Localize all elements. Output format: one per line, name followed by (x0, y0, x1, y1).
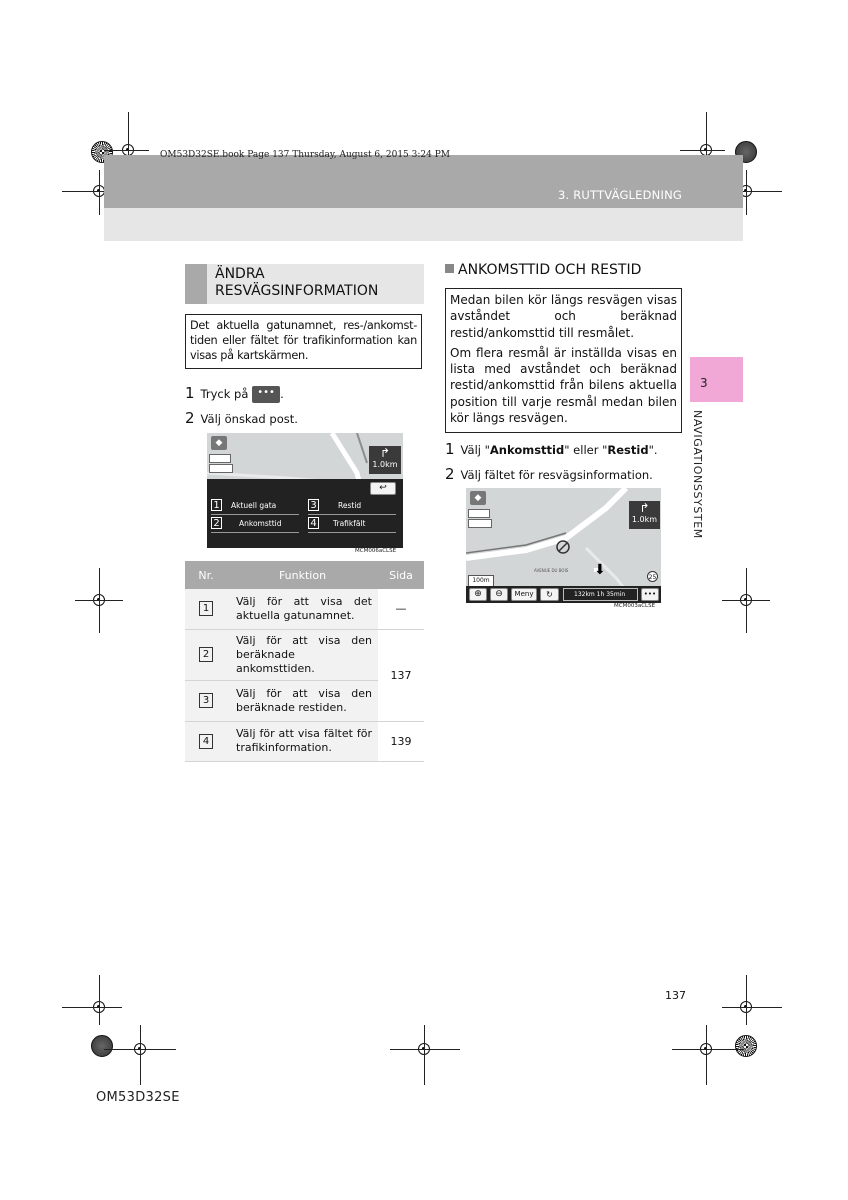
step-number: 1 (445, 440, 455, 458)
section-title: ÄNDRA RESVÄGSINFORMATION (215, 266, 379, 299)
row-sida: — (378, 589, 424, 629)
option-label: Ankomsttid (239, 519, 282, 528)
poi-icon[interactable] (468, 519, 492, 528)
crop-line (140, 1025, 141, 1085)
compass-icon[interactable]: ◆ (211, 436, 227, 450)
step-1-right (445, 440, 658, 458)
intro-box: Det aktuella gatunamnet, res-/ankomst-tiden eller fältet för trafikinformation kan visas på kartskärmen. (185, 314, 422, 369)
map-layer-icon[interactable] (468, 509, 490, 518)
row-funktion: Välj för att visa den beräknade restiden. (227, 680, 378, 721)
option-trafikfalt[interactable] (308, 516, 396, 533)
heading-bar (185, 264, 207, 304)
back-icon[interactable]: ↩ (370, 482, 396, 495)
section-heading-change-route-info (185, 264, 424, 304)
crop-line (746, 975, 747, 1025)
crop-line (390, 1049, 460, 1050)
crop-line (99, 975, 100, 1025)
compass-icon[interactable]: ◆ (470, 491, 486, 505)
more-button-icon: ••• (252, 386, 280, 403)
image-code: MCM006aCLSE (355, 548, 397, 554)
col-header-sida: Sida (378, 561, 424, 589)
page-number: 137 (665, 989, 686, 1002)
crop-line (680, 150, 725, 151)
registration-dot-mark (91, 1035, 113, 1057)
option-aktuell-gata[interactable] (211, 498, 299, 515)
crop-line (746, 170, 747, 215)
row-number-box: 2 (199, 647, 213, 662)
crop-line (424, 1025, 425, 1085)
chapter-side-label (691, 410, 717, 550)
step-text: Välj fältet för resvägsinformation. (460, 468, 653, 482)
option-ankomsttid[interactable] (211, 516, 299, 533)
row-nr (185, 629, 227, 680)
step-suffix: . (280, 387, 284, 401)
crop-line (746, 568, 747, 633)
turn-arrow-icon: ↱ (379, 446, 391, 460)
row-nr (185, 680, 227, 721)
info-paragraph: Om flera resmål är inställda visas en lista med avståndet och beräknad restid/ankomsttid från bilens aktuella position till varje resmål medan bilen kör längs resvägen. (450, 345, 677, 426)
option-number: 1 (211, 499, 222, 511)
info-paragraph: Medan bilen kör längs resvägen visas avståndet och beräknad restid/ankomsttid till resmålet. (450, 293, 677, 340)
turn-guidance-panel (369, 446, 401, 474)
more-options-button[interactable]: ••• (641, 588, 659, 601)
table-row (185, 589, 424, 629)
option-number: 3 (308, 499, 319, 511)
section-title: ANKOMSTTID OCH RESTID (458, 262, 642, 278)
row-number-box: 1 (199, 601, 213, 616)
option-label: Restid (338, 501, 362, 510)
row-number-box: 3 (199, 693, 213, 708)
option-ankomsttid-text: Ankomsttid (489, 443, 565, 457)
turn-arrow-icon: ↱ (639, 501, 650, 515)
step-number: 2 (445, 465, 455, 483)
zoom-out-icon[interactable]: ⊖ (490, 588, 508, 601)
turn-guidance-panel (629, 501, 660, 529)
crop-line (706, 1025, 707, 1085)
document-code: OM53D32SE (96, 1090, 180, 1105)
option-restid-text: Restid (607, 443, 649, 457)
chapter-side-tab (690, 357, 743, 402)
street-label: AVENUE DU BOIS (534, 568, 569, 573)
step-2 (185, 409, 298, 427)
col-header-funktion: Funktion (227, 561, 378, 589)
crop-line (62, 1007, 122, 1008)
print-info: OM53D32SE.book Page 137 Thursday, August 6, 2015 3:24 PM (160, 150, 450, 160)
row-nr (185, 721, 227, 761)
distance-label: 1.0km (631, 515, 658, 524)
crop-line (99, 568, 100, 633)
chapter-number: 3 (700, 376, 708, 390)
step-text: ". (648, 443, 658, 457)
crop-line (99, 170, 100, 215)
map-layer-icon[interactable] (209, 454, 231, 463)
crop-line (672, 1049, 744, 1050)
poi-icon[interactable] (209, 464, 233, 473)
info-box (445, 288, 682, 433)
crop-line (104, 150, 149, 151)
step-number: 1 (185, 384, 195, 402)
step-text: " eller " (564, 443, 608, 457)
step-text: Välj " (460, 443, 490, 457)
option-restid[interactable] (308, 498, 396, 515)
nav-screenshot-2 (466, 488, 661, 603)
col-header-nr: Nr. (185, 561, 227, 589)
table-header-row (185, 561, 424, 589)
row-number-box: 4 (199, 734, 213, 749)
heading-square-icon (445, 264, 454, 273)
crop-line (722, 1007, 782, 1008)
down-arrow-icon: ⬇ (594, 562, 606, 578)
option-number: 4 (308, 517, 319, 529)
function-table (185, 561, 424, 762)
menu-button[interactable]: Meny (511, 588, 537, 601)
section-heading-arrival-time (445, 262, 641, 278)
distance-label: 1.0km (372, 460, 398, 469)
row-sida: 137 (378, 629, 424, 721)
option-label: Trafikfält (333, 519, 366, 528)
chapter-side-label-text: NAVIGATIONSSYSTEM (691, 410, 704, 539)
registration-sunburst-mark (735, 1035, 757, 1057)
step-1 (185, 384, 284, 403)
zoom-in-icon[interactable]: ⊕ (469, 588, 487, 601)
scale-indicator: 100m (468, 575, 494, 587)
row-funktion: Välj för att visa den beräknade ankomsttiden. (227, 629, 378, 680)
bottom-toolbar (466, 586, 661, 603)
table-row (185, 721, 424, 761)
table-row (185, 629, 424, 680)
route-info-menu (207, 479, 403, 548)
nav-screenshot-1 (207, 433, 403, 548)
route-info-field[interactable]: 132km 1h 35min (563, 588, 638, 601)
step-text: Tryck på (200, 387, 249, 401)
option-label: Aktuell gata (231, 501, 277, 510)
option-number: 2 (211, 517, 222, 529)
map-orientation-icon[interactable]: ↻ (540, 588, 559, 601)
step-2-right (445, 465, 653, 483)
row-sida: 139 (378, 721, 424, 761)
chapter-title: 3. RUTTVÄGLEDNING (557, 188, 682, 202)
header-band-light (104, 208, 743, 241)
row-funktion: Välj för att visa fältet för trafikinformation. (227, 721, 378, 761)
image-code: MCM003aCLSE (614, 603, 656, 609)
step-text: Välj önskad post. (200, 412, 298, 426)
speed-limit-sign: 25 (647, 571, 658, 582)
row-funktion: Välj för att visa det aktuella gatunamnet. (227, 589, 378, 629)
step-number: 2 (185, 409, 195, 427)
row-nr (185, 589, 227, 629)
